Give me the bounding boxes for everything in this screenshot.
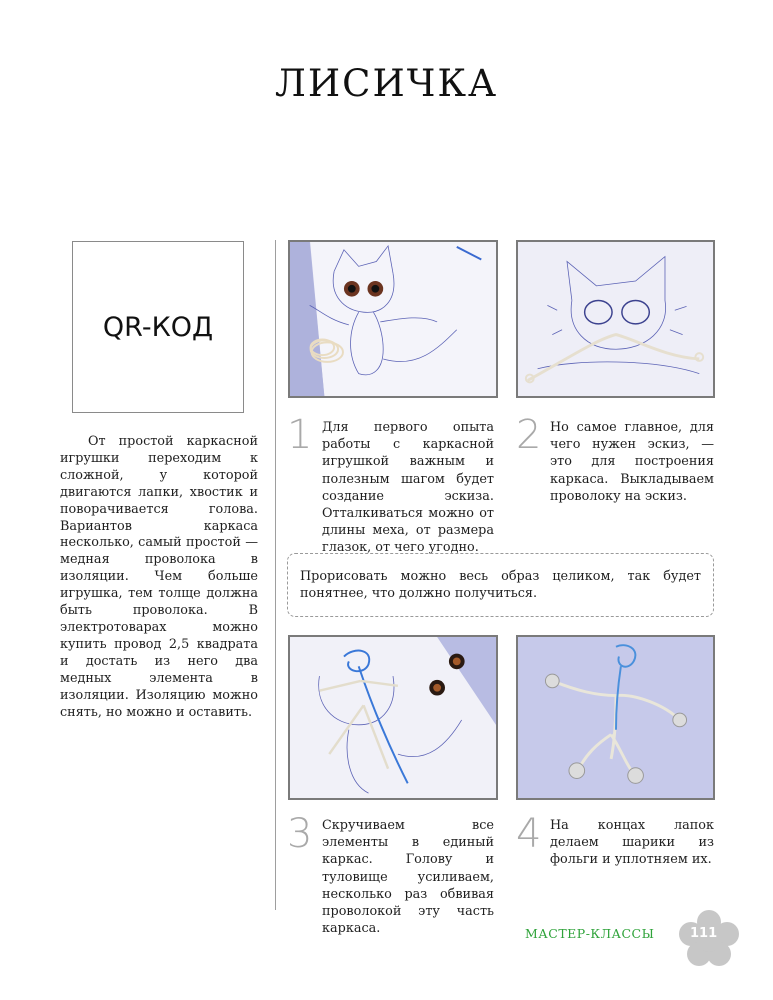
step-3-text: Скручиваем все элементы в единый каркас. Голову и туловище усиливаем, несколько раз обвивая проволокой эту часть каркаса. — [322, 818, 494, 937]
photo-step-4 — [516, 635, 715, 800]
photo-step-1 — [288, 240, 498, 398]
step-2-number: 2 — [516, 412, 542, 458]
step-4-text: На концах лапок делаем шарики из фольги и уплотняем их. — [550, 818, 714, 868]
intro-text — [60, 434, 258, 721]
qr-label: QR-КОД — [102, 311, 214, 343]
intro-paragraph: От простой каркасной игрушки переходим к сложной, у которой двигаются лапки, хвостик и поворачивается голова. Вариантов каркаса несколько, самый простой — медная проволока в изоляции. Чем больше игрушка, тем толще должна быть проволока. В электротоварах можно купить провод 2,5 квадрата и достать из него два медных элемента в изоляции. Изоляцию можно снять, но можно и оставить. — [60, 434, 258, 720]
qr-code-placeholder — [72, 241, 244, 413]
page-title: ЛИСИЧКА — [275, 62, 498, 105]
column-divider — [275, 240, 276, 910]
section-label: МАСТЕР-КЛАССЫ — [525, 926, 655, 941]
step-1-text: Для первого опыта работы с каркасной игрушкой важным и полезным шагом будет создание эскиза. Отталкиваться можно от длины меха, от размера глазок, от чего угодно. — [322, 420, 494, 556]
tip-box — [287, 553, 714, 617]
photo-step-3 — [288, 635, 498, 800]
step-1-number: 1 — [287, 412, 313, 458]
tip-text: Прорисовать можно весь образ целиком, так будет понятнее, что должно получиться. — [300, 569, 701, 602]
step-3-number: 3 — [287, 811, 313, 857]
page-number: 111 — [690, 926, 718, 941]
photo-step-2 — [516, 240, 715, 398]
step-4-number: 4 — [516, 811, 542, 857]
step-2-text: Но самое главное, для чего нужен эскиз, — это для построения каркаса. Выкладываем проволоку на эскиз. — [550, 420, 714, 504]
